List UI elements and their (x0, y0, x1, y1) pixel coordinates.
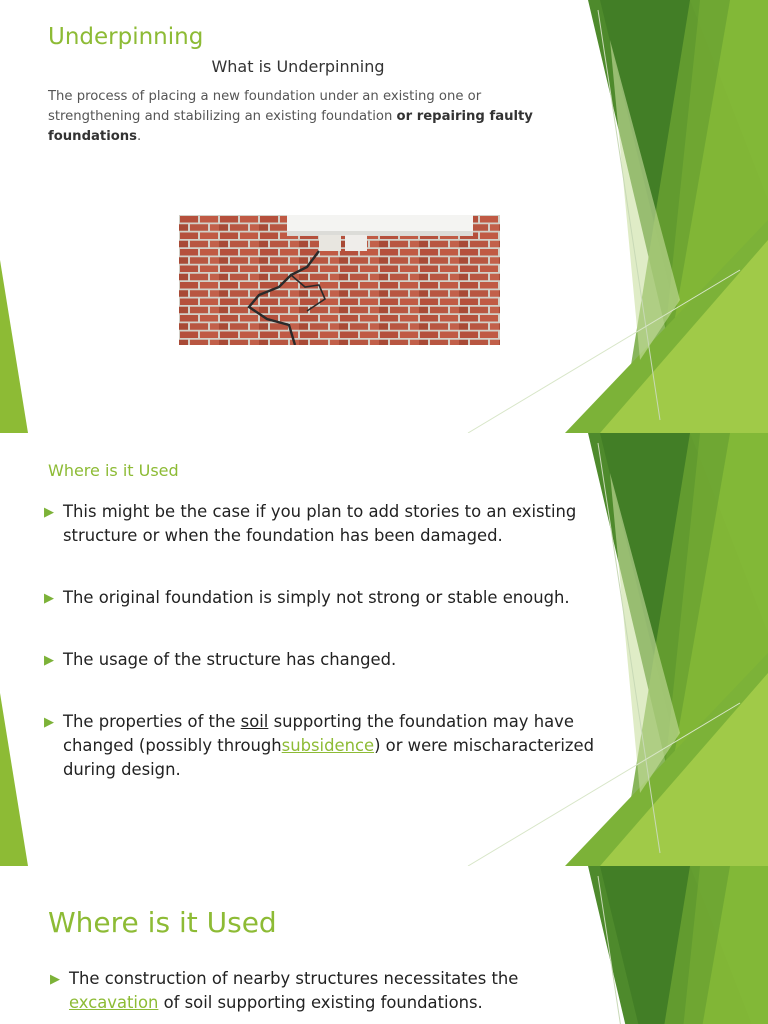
list-item (44, 586, 624, 610)
triangle-bullet-icon: ▶ (44, 591, 54, 606)
list-item (50, 967, 610, 1015)
triangle-bullet-icon: ▶ (44, 653, 54, 668)
list-item (44, 648, 624, 672)
definition-plain: The process of placing a new foundation under an existing one or strengthening and stabilizing an existing foundation (48, 89, 482, 124)
bullet-text-part: of soil supporting existing foundations. (158, 993, 483, 1012)
bullet-text-part: The properties of the (63, 712, 241, 731)
bullet-text: The original foundation is simply not strong or stable enough. (63, 588, 570, 607)
triangle-bullet-icon: ▶ (44, 505, 54, 520)
triangle-bullet-icon: ▶ (44, 715, 54, 730)
slide-2 (0, 433, 768, 866)
slide-title: Underpinning (48, 24, 204, 50)
bullet-text: This might be the case if you plan to add stories to an existing structure or when the foundation has been damaged. (63, 502, 577, 545)
slide-1 (0, 0, 768, 433)
bullet-text-part: The construction of nearby structures necessitates the (69, 969, 519, 988)
slide-subtitle: What is Underpinning (211, 57, 385, 76)
bullet-list (44, 500, 624, 548)
definition-bold: or repairing faulty foundations (48, 109, 533, 144)
bullet-text: The usage of the structure has changed. (63, 650, 397, 669)
definition-end: . (137, 129, 142, 144)
bullet-list (44, 586, 624, 610)
list-item (44, 710, 624, 782)
bullet-list (44, 648, 624, 672)
bullet-list (50, 967, 610, 1015)
bullet-text-part: supporting the foundation may have changed (possibly through (63, 712, 574, 755)
slide-3 (0, 866, 768, 1024)
triangle-bullet-icon: ▶ (50, 972, 60, 987)
excavation-link[interactable]: excavation (69, 993, 159, 1012)
cracked-brick-wall-photo (179, 215, 500, 345)
bullet-list (44, 710, 624, 782)
bullet-text-part: ) or were mischaracterized during design. (63, 736, 595, 779)
soil-underlined-term: soil (240, 712, 269, 731)
list-item (44, 500, 624, 548)
section-heading: Where is it Used (48, 906, 277, 939)
subsidence-link[interactable]: subsidence (281, 736, 375, 755)
definition-text (48, 87, 568, 147)
section-heading: Where is it Used (48, 461, 179, 480)
